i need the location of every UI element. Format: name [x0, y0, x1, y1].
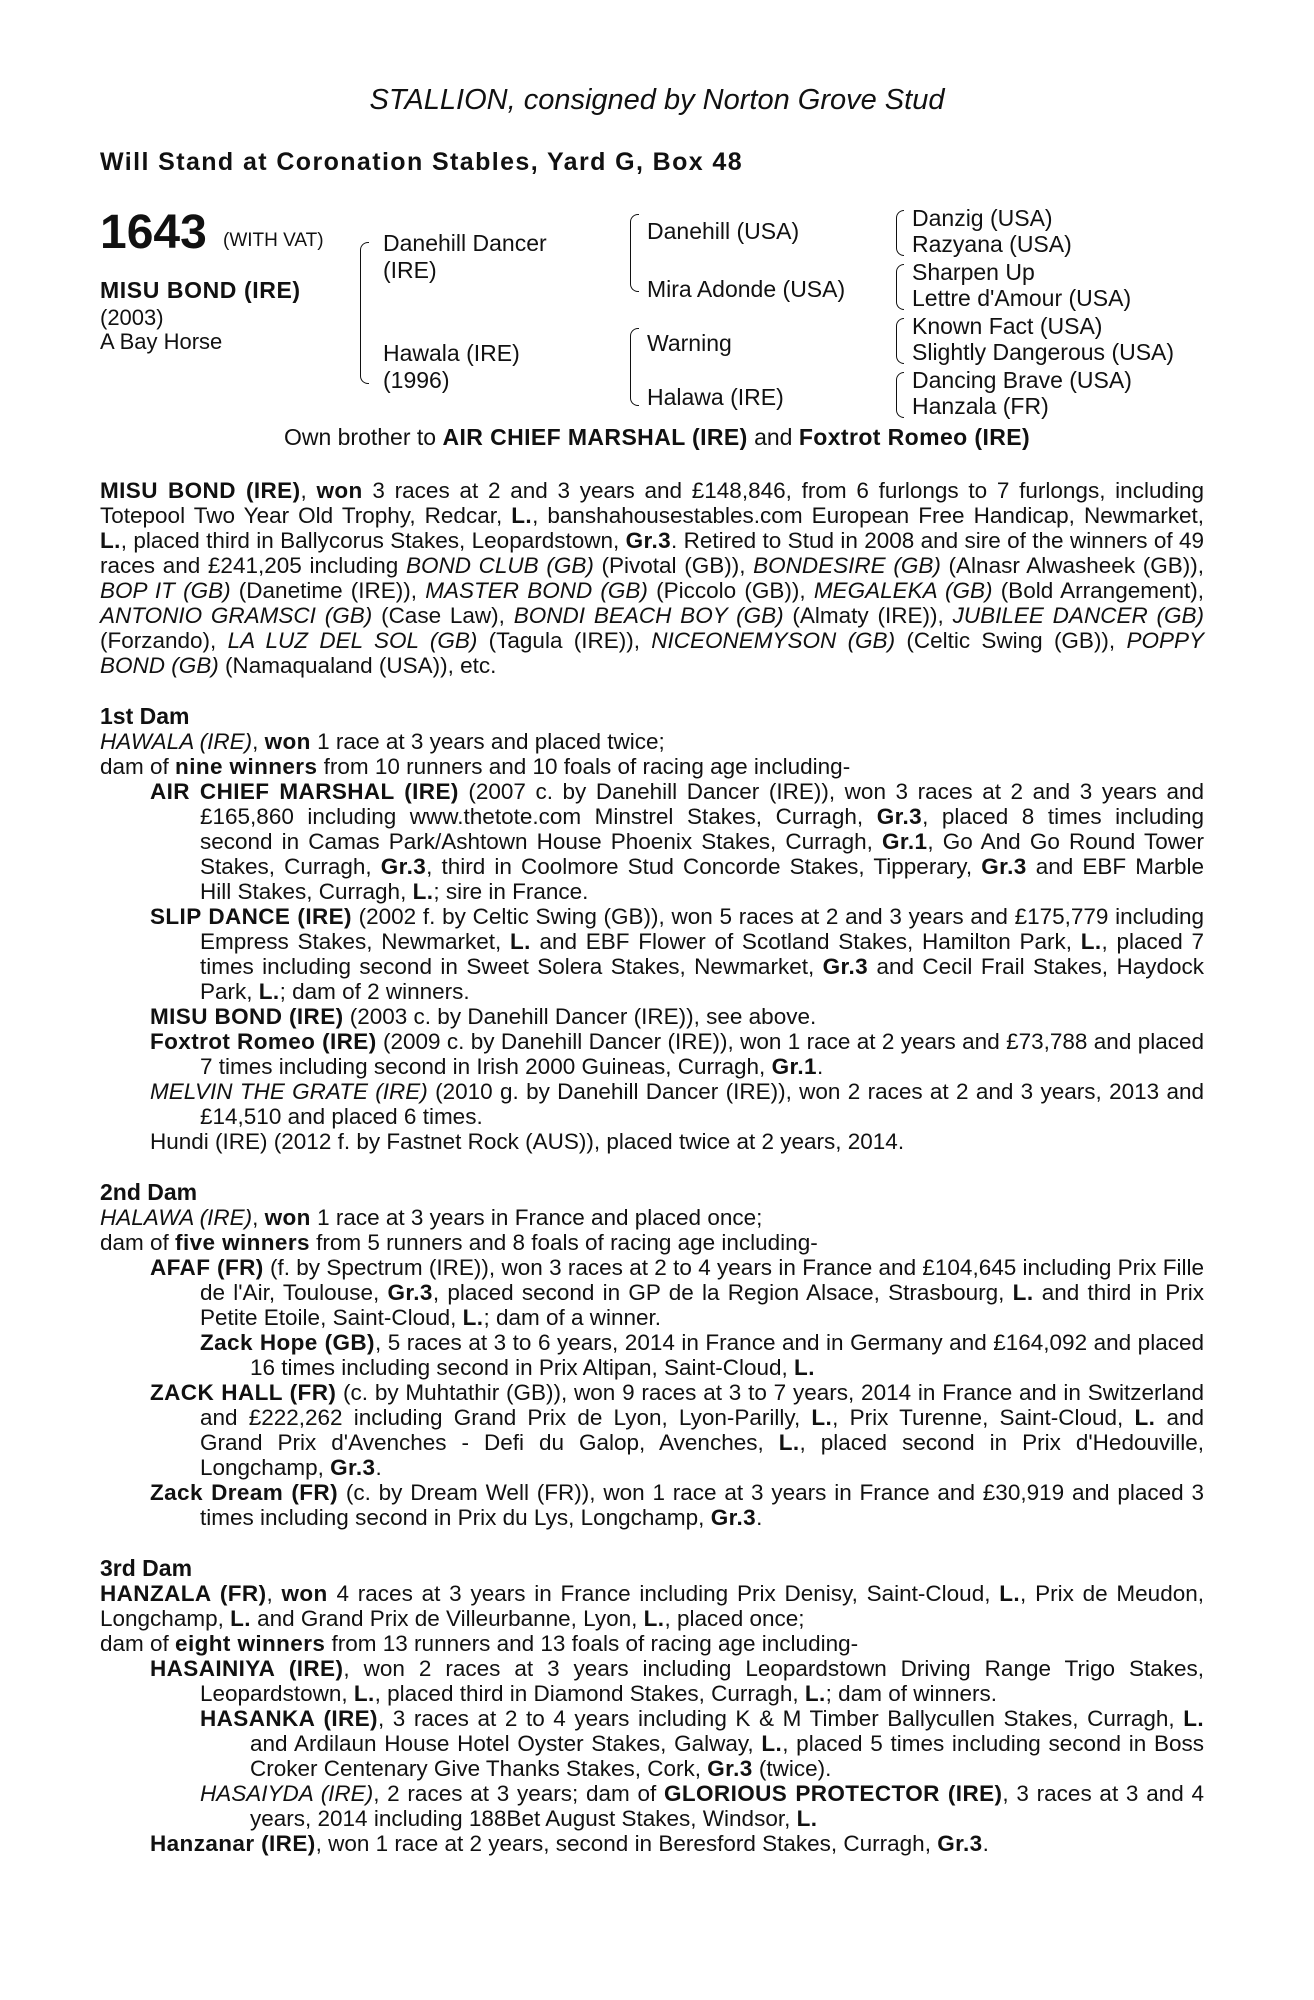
race-record-paragraph: MISU BOND (IRE), won 3 races at 2 and 3 years and £148,846, from 6 furlongs to 7 furlongs, including Totepool Two Year Old Trophy, Redcar, L., banshahousestables.com European Free Handicap, Newmarket, L., placed third in Ballycorus Stakes, Leopardstown, Gr.3. Retired to Stud in 2008 and sire of the winners of 49 races and £241,205 including BOND CLUB (GB) (Pivotal (GB)), BONDESIRE (GB) (Alnasr Alwasheek (GB)), BOP IT (GB) (Danetime (IRE)), MASTER BOND (GB) (Piccolo (GB)), MEGALEKA (GB) (Bold Arrangement), ANTONIO GRAMSCI (GB) (Case Law), BONDI BEACH BOY (GB) (Almaty (IRE)), JUBILEE DANCER (GB) (Forzando), LA LUZ DEL SOL (GB) (Tagula (IRE)), NICEONEMYSON (GB) (Celtic Swing (GB)), POPPY BOND (GB) (Namaqualand (USA)), etc. — [100, 478, 1205, 678]
second-dam-heading: 2nd Dam — [100, 1179, 198, 1205]
ped-dam: Hawala (IRE) — [383, 340, 520, 366]
ped-sire: Danehill Dancer — [383, 230, 547, 256]
ped-g2: Mira Adonde (USA) — [647, 276, 846, 302]
ped-dam-year: (1996) — [383, 367, 450, 393]
own-brother-and: and — [747, 424, 799, 450]
consignment-heading: STALLION, consigned by Norton Grove Stud — [369, 84, 945, 116]
sire-line-brace — [630, 214, 639, 292]
ped-gg6: Slightly Dangerous (USA) — [912, 339, 1175, 365]
horse-year: (2003) — [100, 305, 164, 330]
ped-g4: Halawa (IRE) — [647, 384, 784, 410]
ped-sire-country: (IRE) — [383, 257, 437, 283]
own-brother-name1: AIR CHIEF MARSHAL (IRE) — [442, 424, 748, 450]
gg-brace-2 — [896, 264, 904, 310]
gg-brace-4 — [896, 372, 904, 418]
gg-brace-3 — [896, 318, 904, 364]
ped-gg2: Razyana (USA) — [912, 231, 1072, 257]
ped-gg1: Danzig (USA) — [912, 205, 1053, 231]
horse-description: A Bay Horse — [100, 329, 223, 354]
lot-number: 1643 — [100, 206, 207, 259]
dam-line-brace — [630, 328, 639, 406]
ped-gg5: Known Fact (USA) — [912, 313, 1103, 339]
own-brother-prefix: Own brother to — [283, 424, 443, 450]
ped-g3: Warning — [647, 330, 732, 356]
horse-name: MISU BOND (IRE) — [100, 277, 301, 303]
ped-g1: Danehill (USA) — [647, 218, 800, 244]
gg-brace-1 — [896, 210, 904, 256]
vat-note: (WITH VAT) — [223, 230, 324, 251]
own-brother-name2: Foxtrot Romeo (IRE) — [798, 424, 1031, 450]
stable-location: Will Stand at Coronation Stables, Yard G, Box 48 — [100, 148, 744, 176]
catalogue-body: MISU BOND (IRE), won 3 races at 2 and 3 years and £148,846, from 6 furlongs to 7 furlongs, including Totepool Two Year Old Trophy, Redcar, L., banshahousestables.com European Free Handicap, Newmarket, L., placed third in Ballycorus Stakes, Leopardstown, Gr.3. Retired to Stud in 2008 and sire of the winners of 49 races and £241,205 including BOND CLUB (GB) (Pivotal (GB)), BONDESIRE (GB) (Alnasr Alwasheek (GB)), BOP IT (GB) (Danetime (IRE)), MASTER BOND (GB) (Piccolo (GB)), MEGALEKA (GB) (Bold Arrangement), ANTONIO GRAMSCI (GB) (Case Law), BONDI BEACH BOY (GB) (Almaty (IRE)), JUBILEE DANCER (GB) (Forzando), LA LUZ DEL SOL (GB) (Tagula (IRE)), NICEONEMYSON (GB) (Celtic Swing (GB)), POPPY BOND (GB) (Namaqualand (USA)), etc. 1st Dam HAWALA (IRE), won 1 race at 3 years and placed twice; dam of nine winners from 10 runners and 10 foals of racing age including- AIR CHIEF MARSHAL (IRE) (2007 c. by Danehill Dancer (IRE)), won 3 races at 2 and 3 years and £165,860 including www.thetote.com Minstrel Stakes, Curragh, Gr.3, placed 8 times including second in Camas Park/Ashtown House Phoenix Stakes, Curragh, Gr.1, Go And Go Round Tower Stakes, Curragh, Gr.3, third in Coolmore Stud Concorde Stakes, Tipperary, Gr.3 and EBF Marble Hill Stakes, Curragh, L.; sire in France. SLIP DANCE (IRE) (2002 f. by Celtic Swing (GB)), won 5 races at 2 and 3 years and £175,779 including Empress Stakes, Newmarket, L. and EBF Flower of Scotland Stakes, Hamilton Park, L., placed 7 times including second in Sweet Solera Stakes, Newmarket, Gr.3 and Cecil Frail Stakes, Haydock Park, L.; dam of 2 winners. MISU BOND (IRE) (2003 c. by Danehill Dancer (IRE)), see above. Foxtrot Romeo (IRE) (2009 c. by Danehill Dancer (IRE)), won 1 race at 2 years and £73,788 and placed 7 times including second in Irish 2000 Guineas, Curragh, Gr.1. MELVIN THE GRATE (IRE) (2010 g. by Danehill Dancer (IRE)), won 2 races at 2 and 3 years, 2013 and £14,510 and placed 6 times. Hundi (IRE) (2012 f. by Fastnet Rock (AUS)), placed twice at 2 years, 2014. 2nd Dam HALAWA (IRE), won 1 race at 3 years in France and placed once; dam of five winners from 5 runners and 8 foals of racing age including- AFAF (FR) (f. by Spectrum (IRE)), won 3 races at 2 to 4 years in France and £104,645 including Prix Fille de l'Air, Toulouse, Gr.3, placed second in GP de la Region Alsace, Strasbourg, L. and third in Prix Petite Etoile, Saint-Cloud, L.; dam of a winner. Zack Hope (GB), 5 races at 3 to 6 years, 2014 in France and in Germany and £164,092 and placed 16 times including second in Prix Altipan, Saint-Cloud, L. ZACK HALL (FR) (c. by Muhtathir (GB)), won 9 races at 3 to 7 years, 2014 in France and in Switzerland and £222,262 including Grand Prix de Lyon, Lyon-Parilly, L., Prix Turenne, Saint-Cloud, L. and Grand Prix d'Avenches - Defi du Galop, Avenches, L., placed second in Prix d'Hedouville, Longchamp, Gr.3. Zack Dream (FR) (c. by Dream Well (FR)), won 1 race at 3 years in France and £30,919 and placed 3 times including second in Prix du Lys, Longchamp, Gr.3. 3rd Dam HANZALA (FR), won 4 races at 3 years in France including Prix Denisy, Saint-Cloud, L., Prix de Meudon, Longchamp, L. and Grand Prix de Villeurbanne, Lyon, L., placed once; dam of eight winners from 13 runners and 13 foals of racing age including- HASAINIYA (IRE), won 2 races at 3 years including Leopardstown Driving Range Trigo Stakes, Leopardstown, L., placed third in Diamond Stakes, Curragh, L.; dam of winners. HASANKA (IRE), 3 races at 2 to 4 years including K & M Timber Ballycullen Stakes, Curragh, L. and Ardilaun House Hotel Oyster Stakes, Galway, L., placed 5 times including second in Boss Croker Centenary Give Thanks Stakes, Cork, Gr.3 (twice). HASAIYDA (IRE), 2 races at 3 years; dam of GLORIOUS PROTECTOR (IRE), 3 races at 3 and 4 years, 2014 including 188Bet August Stakes, Windsor, L. Hanzanar (IRE), won 1 race at 2 years, second in Beresford Stakes, Curragh, Gr.3. — [100, 478, 1205, 1856]
ped-gg4: Lettre d'Amour (USA) — [912, 285, 1132, 311]
first-dam-heading: 1st Dam — [100, 703, 190, 729]
ped-gg3: Sharpen Up — [912, 259, 1035, 285]
sire-brace — [360, 242, 369, 384]
own-brother-line — [0, 424, 1314, 451]
third-dam-heading: 3rd Dam — [100, 1555, 193, 1581]
ped-gg7: Dancing Brave (USA) — [912, 367, 1132, 393]
ped-gg8: Hanzala (FR) — [912, 393, 1049, 419]
